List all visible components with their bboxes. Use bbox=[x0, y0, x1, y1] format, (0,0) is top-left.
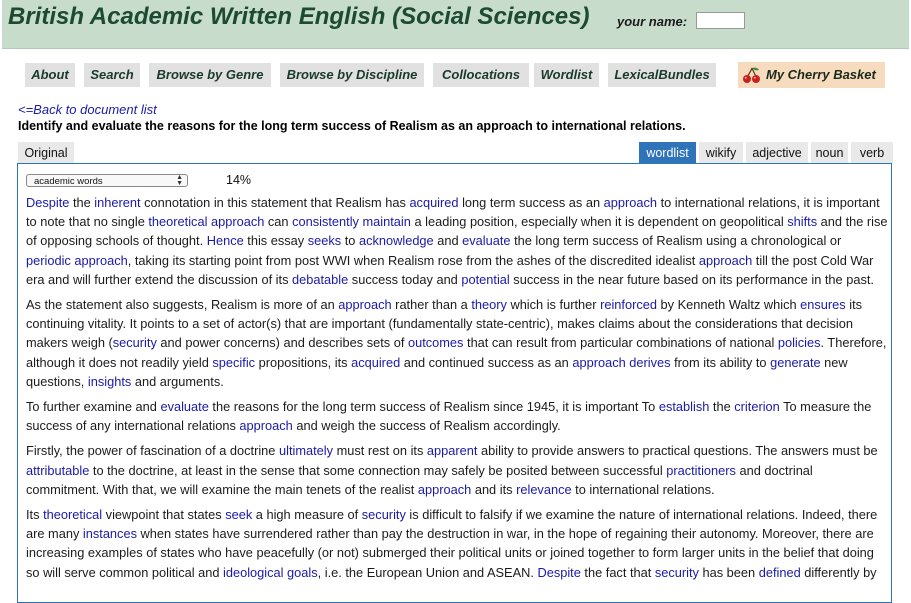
essay-text-segment: the bbox=[69, 195, 95, 210]
essay-paragraph bbox=[26, 505, 888, 582]
academic-word-percentage: 14% bbox=[226, 173, 252, 187]
essay-text-segment: and power concerns) and describes sets of bbox=[156, 335, 408, 351]
essay-text-segment: success today and bbox=[348, 271, 462, 287]
essay-text-segment: to bbox=[341, 233, 359, 249]
academic-word-link[interactable]: potential bbox=[461, 271, 510, 287]
academic-word-link[interactable]: security bbox=[112, 335, 157, 351]
academic-word-link[interactable]: debatable bbox=[292, 271, 349, 287]
nav-collocations[interactable]: Collocations bbox=[433, 63, 529, 87]
essay-text-segment: this essay bbox=[243, 233, 308, 249]
academic-word-link[interactable]: approach bbox=[698, 252, 753, 268]
tab-original[interactable]: Original bbox=[18, 142, 74, 164]
essay-text-segment: can bbox=[264, 214, 293, 230]
nav-search[interactable]: Search bbox=[84, 63, 140, 87]
academic-word-link[interactable]: evaluate bbox=[462, 233, 511, 249]
academic-word-link[interactable]: theoretical approach bbox=[148, 214, 265, 230]
essay-text-segment: and doctrinal commitment. With that, we will examine the main tenets of the realist bbox=[26, 462, 813, 497]
essay-text-segment: is difficult to falsify if we examine the nature of international relations. Indeed, there are many bbox=[26, 507, 878, 542]
essay-text-segment: long term success as an bbox=[458, 195, 604, 210]
essay-text-segment: differently by bbox=[800, 564, 877, 580]
tab-adjective[interactable]: adjective bbox=[746, 142, 808, 164]
academic-word-link[interactable]: inherent bbox=[94, 195, 141, 210]
cherry-icon bbox=[742, 67, 762, 84]
academic-word-link[interactable]: defined bbox=[758, 564, 801, 580]
academic-word-link[interactable]: ultimately bbox=[278, 443, 334, 459]
essay-text-segment: . Therefore, although it does not readily yield bbox=[26, 335, 887, 370]
essay-text-segment: must rest on its bbox=[333, 443, 427, 459]
academic-word-link[interactable]: security bbox=[654, 564, 699, 580]
essay-text-segment: and arguments. bbox=[131, 373, 224, 389]
academic-word-link[interactable]: seek bbox=[225, 507, 253, 523]
academic-word-link[interactable]: apparent bbox=[426, 443, 478, 459]
essay-text-segment: to the doctrine, at least in the sense that some connection may safely be posited between successful bbox=[89, 462, 667, 478]
academic-word-link[interactable]: theory bbox=[471, 297, 507, 313]
tab-wikify[interactable]: wikify bbox=[699, 142, 743, 164]
cherry-basket-label: My Cherry Basket bbox=[766, 67, 876, 82]
essay-text-segment: a high measure of bbox=[252, 507, 362, 523]
academic-word-link[interactable]: criterion bbox=[734, 399, 780, 415]
academic-word-link[interactable]: Despite bbox=[26, 195, 70, 210]
academic-word-link[interactable]: policies bbox=[777, 335, 821, 351]
nav-about[interactable]: About bbox=[25, 63, 75, 87]
name-input[interactable] bbox=[696, 12, 745, 29]
essay-text-segment: that can result from particular combinations of national bbox=[463, 335, 778, 351]
essay-text-segment: Firstly, the power of fascination of a doctrine bbox=[26, 443, 279, 459]
nav-wordlist[interactable]: Wordlist bbox=[534, 63, 599, 87]
essay-text-segment: and bbox=[433, 233, 463, 249]
essay-text-segment: the fact that bbox=[580, 564, 655, 580]
essay-text-segment: till the post Cold War era and will further extend the discussion of its bbox=[26, 252, 874, 287]
essay-text-segment: viewpoint that states bbox=[102, 507, 226, 523]
academic-word-link[interactable]: practitioners bbox=[666, 462, 736, 478]
nav-browse-discipline[interactable]: Browse by Discipline bbox=[280, 63, 424, 87]
academic-word-link[interactable]: approach bbox=[603, 195, 658, 210]
name-label: your name: bbox=[617, 14, 688, 29]
academic-word-link[interactable]: approach bbox=[417, 481, 472, 497]
essay-text-segment: from its ability to bbox=[670, 354, 771, 370]
academic-word-link[interactable]: acquired bbox=[409, 195, 459, 210]
essay-text-segment: success in the near future based on its performance in the past. bbox=[509, 271, 874, 287]
tab-verb[interactable]: verb bbox=[851, 142, 893, 164]
academic-word-link[interactable]: establish bbox=[658, 399, 710, 415]
academic-word-link[interactable]: ideological goals bbox=[223, 564, 318, 580]
essay-text-segment: by Kenneth Waltz which bbox=[656, 297, 801, 313]
wordlist-panel bbox=[17, 163, 892, 603]
essay-text-segment: To measure the success of any international relations bbox=[26, 399, 872, 434]
essay-text-segment: Its bbox=[26, 507, 44, 523]
essay-text-segment: ability to provide answers to practical questions. The answers must be bbox=[477, 443, 878, 459]
academic-word-link[interactable]: ensures bbox=[800, 297, 846, 313]
academic-word-link[interactable]: security bbox=[361, 507, 406, 523]
document-title: Identify and evaluate the reasons for the long term success of Realism as an approach to international relations. bbox=[18, 119, 686, 133]
essay-text-segment: to international relations, it is important to note that no single bbox=[26, 195, 880, 230]
essay-paragraph bbox=[26, 441, 888, 499]
academic-word-link[interactable]: seeks bbox=[307, 233, 342, 249]
academic-word-link[interactable]: approach bbox=[239, 418, 293, 434]
academic-word-link[interactable]: Hence bbox=[206, 233, 244, 249]
essay-text-segment: the reasons for the long term success of Realism since 1945, it is important To bbox=[208, 399, 659, 415]
academic-word-link[interactable]: insights bbox=[87, 373, 132, 389]
wordlist-type-selected: academic words bbox=[34, 176, 103, 187]
essay-text-segment: a leading position, especially when it is dependent on geopolitical bbox=[410, 214, 788, 230]
academic-word-link[interactable]: periodic approach bbox=[26, 252, 128, 268]
essay-text-segment: and the rise of opposing schools of thought. bbox=[26, 214, 888, 249]
academic-word-link[interactable]: relevance bbox=[516, 481, 572, 497]
academic-word-link[interactable]: shifts bbox=[787, 214, 818, 230]
academic-word-link[interactable]: approach bbox=[338, 297, 392, 313]
essay-text-segment: , taking its starting point from post WWI when Realism rose from the ashes of the discredited idealist bbox=[127, 252, 699, 268]
essay-text bbox=[26, 193, 888, 588]
essay-text-segment: which is further bbox=[506, 297, 601, 313]
academic-word-link[interactable]: reinforced bbox=[600, 297, 657, 313]
essay-text-segment: rather than a bbox=[391, 297, 472, 313]
essay-paragraph bbox=[26, 295, 888, 391]
cherry-basket-button[interactable] bbox=[738, 62, 885, 88]
academic-word-link[interactable]: evaluate bbox=[160, 399, 209, 415]
academic-word-link[interactable]: Despite bbox=[537, 564, 581, 580]
essay-text-segment: and weigh the success of Realism accordingly. bbox=[292, 418, 561, 434]
site-title[interactable]: British Academic Written English (Social Sciences) bbox=[8, 3, 590, 30]
academic-word-link[interactable]: consistently maintain bbox=[292, 214, 411, 230]
essay-text-segment: when states have surrendered rather than pay the destruction in war, in the hope of regaining their autonomy. Moreover, there are increasing examples of states who have peacefully (or not) submerged their political units or joined together to form larger units in the belief that doing so will serve common political and bbox=[26, 526, 874, 580]
academic-word-link[interactable]: acquired bbox=[351, 354, 401, 370]
tab-noun[interactable]: noun bbox=[811, 142, 848, 164]
tab-wordlist[interactable]: wordlist bbox=[639, 142, 696, 164]
essay-text-segment: propositions, its bbox=[255, 354, 352, 370]
academic-word-link[interactable]: approach derives bbox=[572, 354, 671, 370]
essay-text-segment: , i.e. the European Union and ASEAN. bbox=[317, 564, 538, 580]
essay-paragraph bbox=[26, 397, 888, 435]
essay-text-segment: As the statement also suggests, Realism is more of an bbox=[26, 297, 339, 313]
essay-text-segment: and its bbox=[471, 481, 517, 497]
header-bar bbox=[2, 0, 909, 49]
essay-text-segment: to international relations. bbox=[571, 481, 715, 497]
essay-text-segment: the bbox=[709, 399, 735, 415]
essay-text-segment: connotation in this statement that Realism has bbox=[140, 195, 410, 210]
essay-text-segment: has been bbox=[698, 564, 759, 580]
academic-word-link[interactable]: attributable bbox=[26, 462, 90, 478]
essay-text-segment: and continued success as an bbox=[400, 354, 573, 370]
academic-word-link[interactable]: instances bbox=[82, 526, 137, 542]
wordlist-type-select[interactable] bbox=[26, 174, 188, 187]
academic-word-link[interactable]: specific bbox=[212, 354, 256, 370]
academic-word-link[interactable]: theoretical bbox=[43, 507, 103, 523]
academic-word-link[interactable]: acknowledge bbox=[358, 233, 434, 249]
select-arrows-icon: ▲ ▼ bbox=[176, 174, 183, 187]
essay-text-segment: To further examine and bbox=[26, 399, 161, 415]
nav-lexical-bundles[interactable]: LexicalBundles bbox=[608, 63, 716, 87]
academic-word-link[interactable]: generate bbox=[770, 354, 821, 370]
essay-paragraph bbox=[26, 193, 888, 289]
nav-browse-genre[interactable]: Browse by Genre bbox=[149, 63, 271, 87]
academic-word-link[interactable]: outcomes bbox=[407, 335, 464, 351]
essay-text-segment: its continuing vitality. It points to a set of actor(s) that are important (fundamentally state-centric), makes claims about the considerations that decision makers weigh ( bbox=[26, 297, 863, 351]
essay-text-segment: the long term success of Realism using a chronological or bbox=[510, 233, 842, 249]
back-to-document-list-link[interactable]: <=Back to document list bbox=[18, 102, 157, 117]
essay-text-segment: new questions, bbox=[26, 354, 848, 389]
view-tabs bbox=[18, 142, 893, 164]
